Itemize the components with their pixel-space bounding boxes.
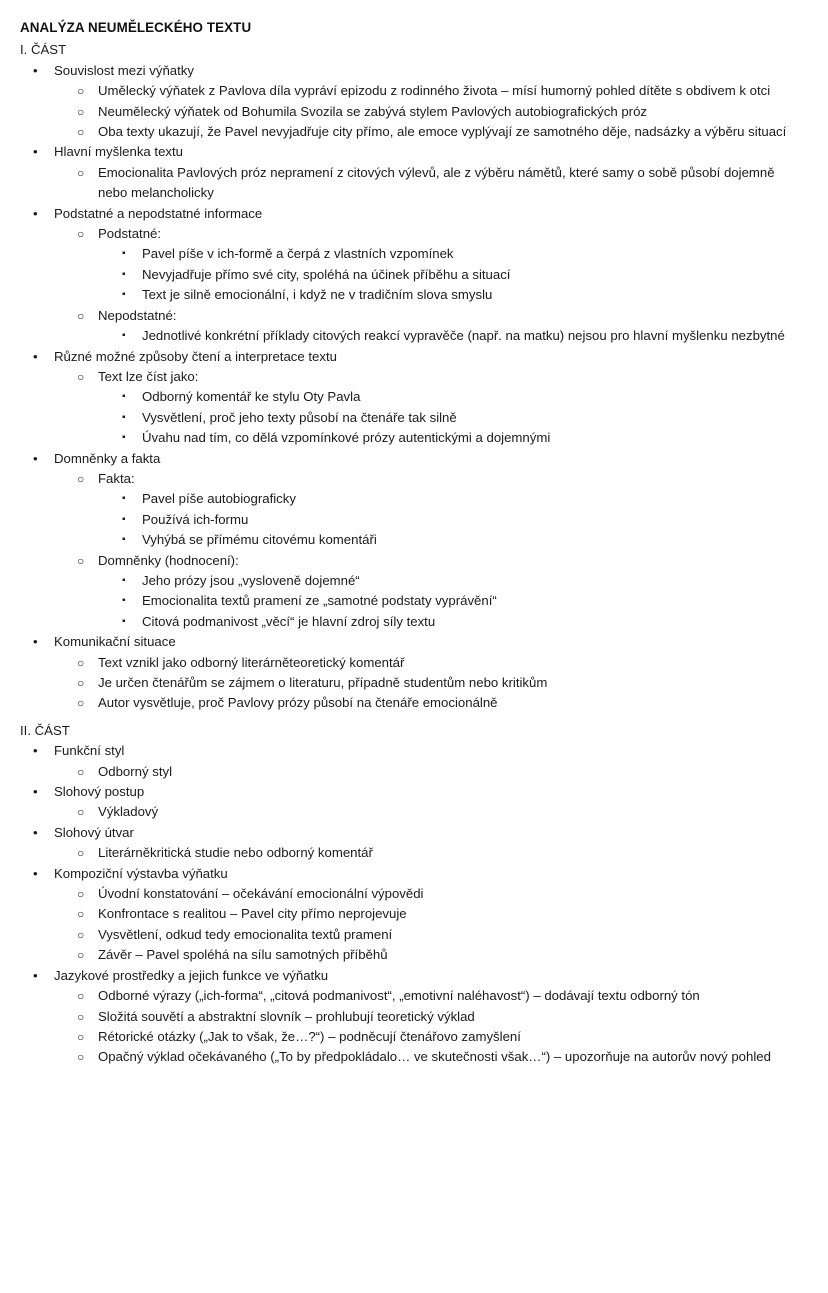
outline-item [120, 591, 806, 611]
outline-list-level-2 [54, 81, 806, 142]
disc-bullet-icon: • [33, 348, 38, 364]
outline-list-level-2 [54, 843, 806, 863]
circle-bullet-icon: ○ [77, 948, 85, 963]
circle-bullet-icon: ○ [77, 846, 85, 861]
outline-list-level-2 [54, 802, 806, 822]
outline-item-label: Slohový postup [54, 784, 145, 800]
outline-item [75, 1047, 806, 1067]
square-bullet-icon: ▪ [122, 493, 126, 505]
circle-bullet-icon: ○ [77, 805, 85, 820]
outline-item [75, 163, 806, 204]
outline-item [31, 61, 806, 143]
outline-item-label: Úvodní konstatování – očekávání emocionální výpovědi [98, 886, 424, 902]
outline-item [75, 1007, 806, 1027]
outline-item [31, 864, 806, 966]
outline-item-label: Vysvětlení, proč jeho texty působí na čtenáře tak silně [142, 409, 457, 425]
outline-list-level-3 [98, 244, 806, 305]
outline-item [75, 653, 806, 673]
outline-item-label: Pavel píše v ich-formě a čerpá z vlastních vzpomínek [142, 246, 454, 262]
outline-item-label: Úvahu nad tím, co dělá vzpomínkové prózy autentickými a dojemnými [142, 430, 551, 446]
square-bullet-icon: ▪ [122, 595, 126, 607]
outline-item [120, 387, 806, 407]
outline-item [120, 265, 806, 285]
outline-item [120, 612, 806, 632]
circle-bullet-icon: ○ [77, 227, 85, 242]
outline-item-label: Podstatné: [98, 226, 162, 242]
outline-item-label: Nepodstatné: [98, 307, 177, 323]
circle-bullet-icon: ○ [77, 1009, 85, 1024]
outline-item-label: Umělecký výňatek z Pavlova díla vypráví epizodu z rodinného života – mísí humorný pohled dítěte s obdivem k otci [98, 83, 771, 99]
outline-list-level-2 [54, 884, 806, 966]
square-bullet-icon: ▪ [122, 330, 126, 342]
outline-item [75, 224, 806, 306]
outline-item-label: Konfrontace s realitou – Pavel city přímo neprojevuje [98, 906, 407, 922]
part-heading: II. ČÁST [20, 722, 70, 738]
outline-item [31, 741, 806, 782]
part-heading: I. ČÁST [20, 42, 67, 58]
outline-list-level-2 [54, 469, 806, 632]
disc-bullet-icon: • [33, 144, 38, 160]
outline-item-label: Odborný styl [98, 763, 173, 779]
square-bullet-icon: ▪ [122, 574, 126, 586]
disc-bullet-icon: • [33, 824, 38, 840]
square-bullet-icon: ▪ [122, 248, 126, 260]
outline-list-level-2 [54, 762, 806, 782]
outline-item [31, 142, 806, 203]
outline-item-label: Souvislost mezi výňatky [54, 62, 194, 78]
outline-item [75, 762, 806, 782]
circle-bullet-icon: ○ [77, 369, 85, 384]
outline-item [31, 204, 806, 347]
square-bullet-icon: ▪ [122, 411, 126, 423]
disc-bullet-icon: • [33, 450, 38, 466]
outline-item [75, 904, 806, 924]
outline-item-label: Kompoziční výstavba výňatku [54, 865, 228, 881]
outline-item [120, 408, 806, 428]
outline-item [120, 530, 806, 550]
outline-item-label: Neumělecký výňatek od Bohumila Svozila se zabývá stylem Pavlových autobiografických próz [98, 103, 648, 119]
outline-item [75, 884, 806, 904]
outline-item-label: Podstatné a nepodstatné informace [54, 205, 263, 221]
outline-item-label: Složitá souvětí a abstraktní slovník – prohlubují teoretický výklad [98, 1008, 475, 1024]
outline-item-label: Komunikační situace [54, 634, 176, 650]
outline-item [75, 469, 806, 551]
disc-bullet-icon: • [33, 634, 38, 650]
outline-item [120, 244, 806, 264]
outline-item [31, 347, 806, 449]
circle-bullet-icon: ○ [77, 308, 85, 323]
outline-item [75, 102, 806, 122]
outline-item [31, 449, 806, 633]
disc-bullet-icon: • [33, 865, 38, 881]
outline-item-label: Text lze číst jako: [98, 368, 199, 384]
circle-bullet-icon: ○ [77, 104, 85, 119]
outline-item [75, 81, 806, 101]
outline-item [120, 285, 806, 305]
outline-item [75, 122, 806, 142]
square-bullet-icon: ▪ [122, 289, 126, 301]
circle-bullet-icon: ○ [77, 907, 85, 922]
document-body [20, 40, 806, 1067]
outline-item-label: Slohový útvar [54, 824, 134, 840]
outline-item-label: Rétorické otázky („Jak to však, že…?“) – podněcují čtenářovo zamyšlení [98, 1028, 521, 1044]
outline-list-level-2 [54, 653, 806, 714]
outline-item-label: Různé možné způsoby čtení a interpretace textu [54, 348, 337, 364]
outline-item-label: Odborný komentář ke stylu Oty Pavla [142, 389, 361, 405]
page-title: ANALÝZA NEUMĚLECKÉHO TEXTU [20, 20, 252, 35]
outline-list-level-2 [54, 986, 806, 1068]
outline-item-label: Opačný výklad očekávaného („To by předpokládalo… ve skutečnosti však…“) – upozorňuje na autorův nový pohled [98, 1049, 771, 1065]
outline-list-level-3 [98, 387, 806, 448]
outline-item [75, 945, 806, 965]
outline-item-label: Odborné výrazy („ich-forma“, „citová podmanivost“, „emotivní naléhavost“) – dodávají textu odborný tón [98, 988, 700, 1004]
outline-item-label: Autor vysvětluje, proč Pavlovy prózy působí na čtenáře emocionálně [98, 695, 498, 711]
outline-item-label: Domněnky a fakta [54, 450, 161, 466]
outline-item [75, 986, 806, 1006]
outline-item-label: Je určen čtenářům se zájmem o literaturu, případně studentům nebo kritikům [98, 675, 548, 690]
outline-item [75, 1027, 806, 1047]
circle-bullet-icon: ○ [77, 676, 85, 690]
circle-bullet-icon: ○ [77, 471, 85, 486]
circle-bullet-icon: ○ [77, 696, 85, 711]
outline-item-label: Funkční styl [54, 743, 125, 759]
outline-list-level-2 [54, 224, 806, 346]
outline-item-label: Text vznikl jako odborný literárněteoretický komentář [98, 654, 405, 670]
outline-list-level-3 [98, 326, 806, 346]
outline-item [75, 306, 806, 347]
outline-item [75, 802, 806, 822]
outline-item [75, 693, 806, 713]
disc-bullet-icon: • [33, 205, 38, 221]
outline-item-label: Emocionalita Pavlových próz nepramení z citových výlevů, ale z výběru námětů, které samy o sobě působí dojemně nebo melancholicky [98, 164, 775, 201]
outline-item [120, 428, 806, 448]
outline-item-label: Vyhýbá se přímému citovému komentáři [142, 532, 377, 548]
square-bullet-icon: ▪ [122, 432, 126, 444]
outline-item-label: Text je silně emocionální, i když ne v tradičním slova smyslu [142, 287, 493, 303]
square-bullet-icon: ▪ [122, 513, 126, 525]
outline-list-level-3 [98, 489, 806, 550]
outline-item-label: Oba texty ukazují, že Pavel nevyjadřuje city přímo, ale emoce vyplývají ze samotného děje, nadsázky a výběru situací [98, 124, 787, 140]
outline-list-level-1 [20, 61, 806, 714]
outline-item [31, 632, 806, 714]
disc-bullet-icon: • [33, 967, 38, 983]
outline-item [31, 966, 806, 1068]
disc-bullet-icon: • [33, 743, 38, 759]
circle-bullet-icon: ○ [77, 927, 85, 942]
circle-bullet-icon: ○ [77, 989, 85, 1004]
outline-item-label: Pavel píše autobiograficky [142, 491, 296, 507]
outline-item-label: Emocionalita textů pramení ze „samotné podstaty vyprávění“ [142, 593, 497, 609]
outline-list-level-3 [98, 571, 806, 632]
outline-item-label: Výkladový [98, 804, 159, 820]
outline-item [75, 843, 806, 863]
outline-item-label: Jednotlivé konkrétní příklady citových reakcí vypravěče (např. na matku) nejsou pro hlavní myšlenku nezbytné [142, 328, 785, 344]
outline-list-level-2 [54, 367, 806, 449]
disc-bullet-icon: • [33, 784, 38, 800]
outline-item [120, 489, 806, 509]
circle-bullet-icon: ○ [77, 1050, 85, 1065]
circle-bullet-icon: ○ [77, 764, 85, 779]
outline-item-label: Jeho prózy jsou „vysloveně dojemné“ [142, 572, 360, 588]
outline-item [75, 925, 806, 945]
disc-bullet-icon: • [33, 62, 38, 78]
outline-item-label: Literárněkritická studie nebo odborný komentář [98, 845, 373, 861]
outline-list-level-2 [54, 163, 806, 204]
outline-item [120, 326, 806, 346]
circle-bullet-icon: ○ [77, 84, 85, 99]
outline-item-label: Hlavní myšlenka textu [54, 144, 183, 160]
circle-bullet-icon: ○ [77, 655, 85, 670]
outline-item-label: Fakta: [98, 470, 135, 486]
outline-list-level-1 [20, 741, 806, 1068]
outline-item-label: Závěr – Pavel spoléhá na sílu samotných příběhů [98, 947, 388, 963]
square-bullet-icon: ▪ [122, 534, 126, 546]
outline-item-label: Nevyjadřuje přímo své city, spoléhá na účinek příběhu a situací [142, 266, 511, 282]
outline-item [120, 571, 806, 591]
circle-bullet-icon: ○ [77, 165, 85, 180]
outline-item [31, 823, 806, 864]
square-bullet-icon: ▪ [122, 391, 126, 403]
circle-bullet-icon: ○ [77, 553, 85, 568]
outline-item [75, 673, 806, 693]
outline-item-label: Vysvětlení, odkud tedy emocionalita textů pramení [98, 926, 393, 942]
square-bullet-icon: ▪ [122, 268, 126, 280]
outline-item [75, 367, 806, 449]
outline-item-label: Používá ich-formu [142, 511, 249, 527]
circle-bullet-icon: ○ [77, 887, 85, 902]
outline-item-label: Jazykové prostředky a jejich funkce ve výňatku [54, 967, 329, 983]
outline-item-label: Domněnky (hodnocení): [98, 552, 239, 568]
circle-bullet-icon: ○ [77, 125, 85, 140]
outline-item-label: Citová podmanivost „věcí“ je hlavní zdroj síly textu [142, 613, 436, 629]
outline-item [75, 551, 806, 633]
square-bullet-icon: ▪ [122, 615, 126, 627]
circle-bullet-icon: ○ [77, 1029, 85, 1044]
outline-item [31, 782, 806, 823]
outline-item [120, 510, 806, 530]
